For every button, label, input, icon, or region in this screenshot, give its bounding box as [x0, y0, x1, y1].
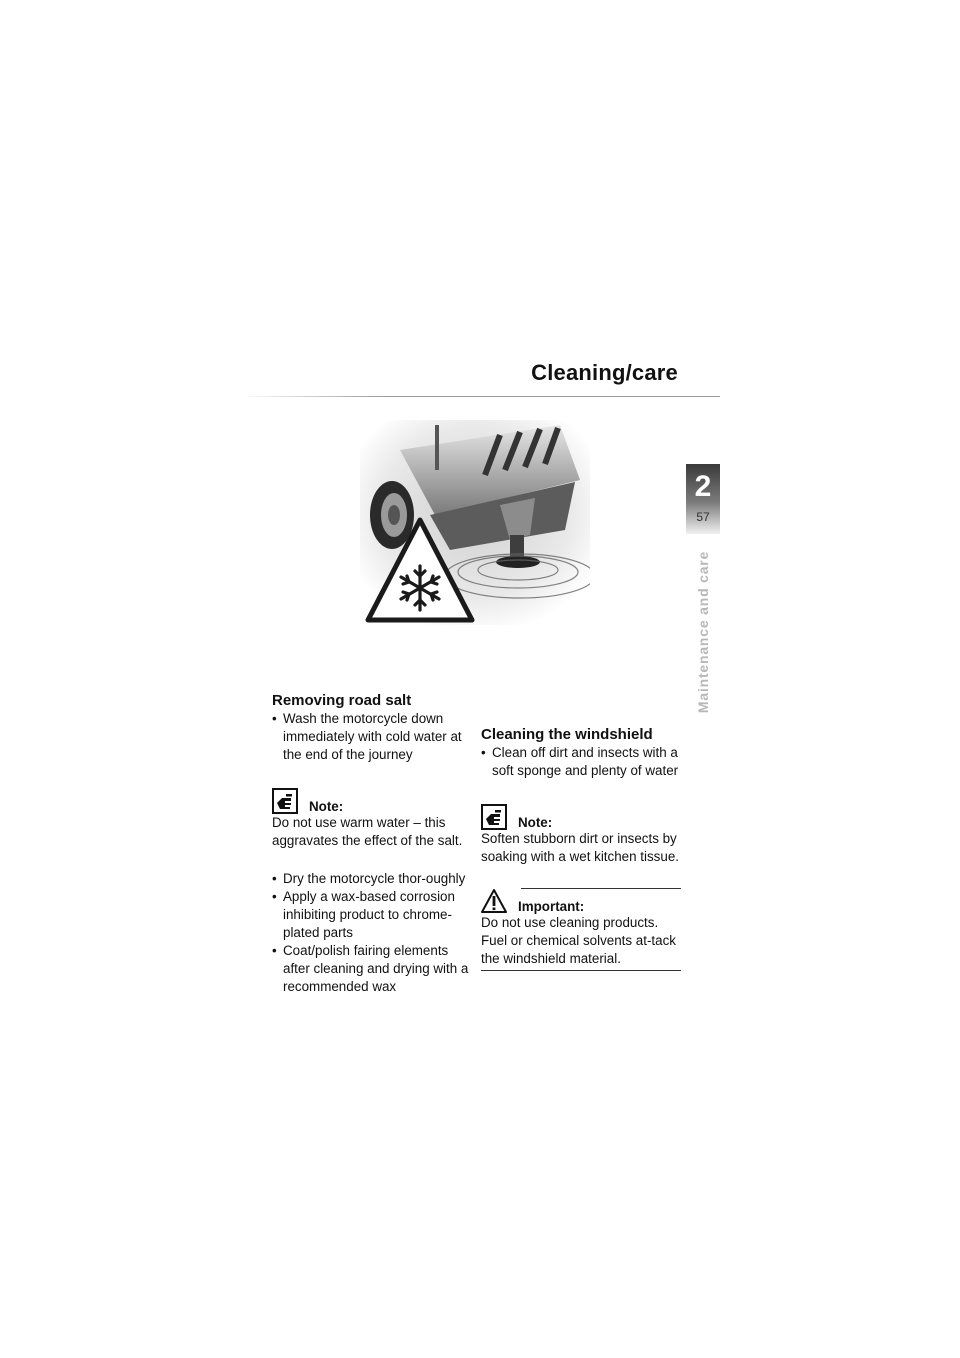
note-text: Do not use warm water – this aggravates the effect of the salt. — [272, 815, 463, 848]
note-text: Soften stubborn dirt or insects by soaking with a wet kitchen tissue. — [481, 831, 679, 864]
list-item: • Clean off dirt and insects with a soft sponge and plenty of water — [481, 744, 681, 780]
windshield-steps — [481, 744, 681, 780]
list-item: • Dry the motorcycle thor-oughly — [272, 870, 472, 888]
important-block — [481, 884, 681, 971]
note-hand-icon — [272, 788, 298, 814]
note-block — [481, 800, 681, 866]
note-hand-icon — [481, 804, 507, 830]
list-item: • Apply a wax-based corrosion inhibiting product to chrome-plated parts — [272, 888, 472, 942]
right-column — [481, 726, 681, 971]
note-label: Note: — [309, 799, 344, 814]
road-salt-illustration — [360, 420, 590, 625]
page-number: 57 — [696, 510, 710, 524]
chapter-number: 2 — [694, 470, 712, 503]
road-salt-steps — [272, 710, 472, 764]
warning-exclamation-icon — [481, 888, 507, 914]
chapter-tab — [686, 464, 720, 534]
note-block — [272, 784, 472, 850]
page-title: Cleaning/care — [531, 360, 678, 385]
section-side-label: Maintenance and care — [695, 550, 711, 714]
note-label: Note: — [518, 815, 553, 830]
list-item: • Coat/polish fairing elements after cleaning and drying with a recommended wax — [272, 942, 472, 996]
list-item: • Wash the motorcycle down immediately with cold water at the end of the journey — [272, 710, 472, 764]
important-top-rule — [521, 888, 681, 889]
header-divider — [240, 396, 720, 397]
road-salt-care-steps — [272, 870, 472, 996]
left-column — [272, 692, 472, 996]
important-text: Do not use cleaning products. Fuel or chemical solvents at-tack the windshield material. — [481, 915, 676, 966]
section-heading-windshield: Cleaning the windshield — [481, 726, 653, 743]
section-heading-road-salt: Removing road salt — [272, 692, 412, 709]
important-label: Important: — [518, 899, 585, 914]
